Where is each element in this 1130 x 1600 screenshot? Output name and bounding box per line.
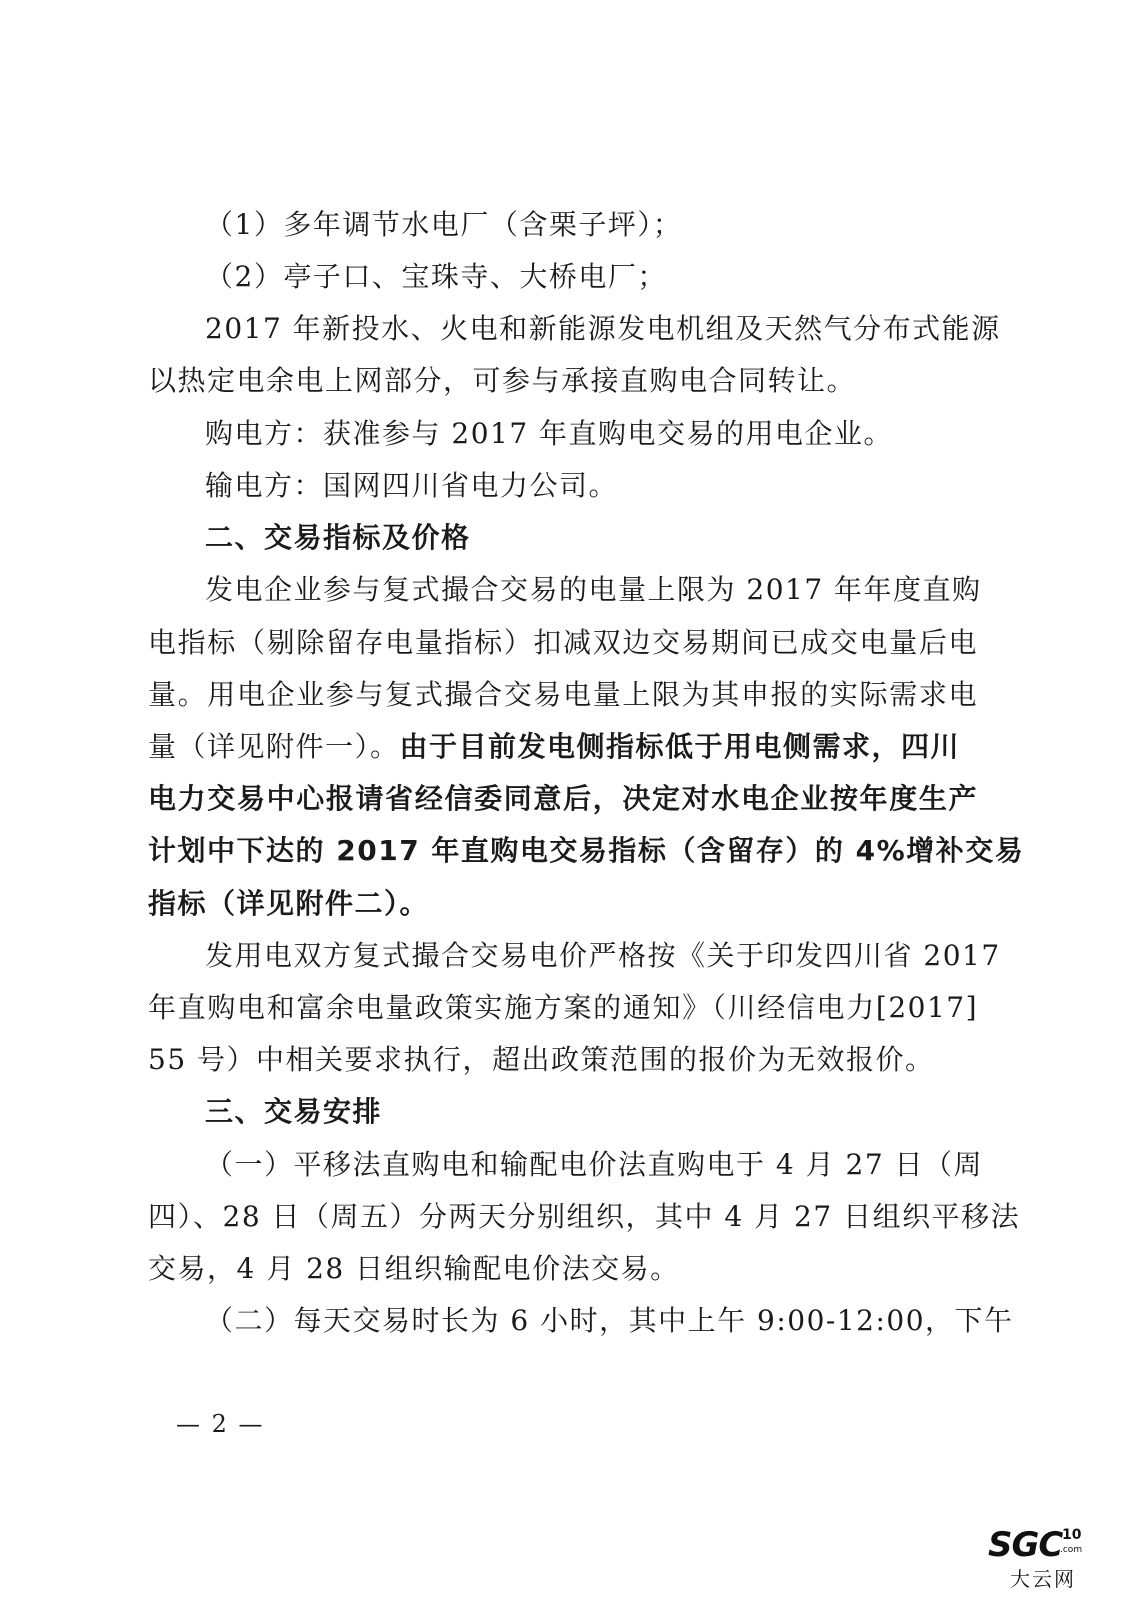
- paragraph-line: 发电企业参与复式撮合交易的电量上限为 2017 年年度直购: [205, 573, 982, 606]
- watermark-number: 10: [1062, 1527, 1082, 1543]
- paragraph-line: 电指标（剔除留存电量指标）扣减双边交易期间已成交电量后电: [148, 626, 978, 659]
- paragraph-line: [148, 730, 960, 764]
- buyer-line: 购电方：获准参与 2017 年直购电交易的用电企业。: [205, 417, 894, 450]
- paragraph-line: （二）每天交易时长为 6 小时，其中上午 9:00-12:00，下午: [205, 1304, 1014, 1337]
- paragraph-line: 年直购电和富余电量政策实施方案的通知》（川经信电力[2017]: [148, 991, 978, 1024]
- paragraph-line: 量。用电企业参与复式撮合交易电量上限为其申报的实际需求电: [148, 678, 978, 711]
- watermark-name: 大云网: [1010, 1567, 1076, 1591]
- watermark-sgc-text: SGC: [988, 1525, 1063, 1565]
- bold-paragraph-line: 计划中下达的 2017 年直购电交易指标（含留存）的 4%增补交易: [148, 834, 1025, 867]
- section-heading-3: 三、交易安排: [205, 1095, 383, 1128]
- paragraph-line: 2017 年新投水、火电和新能源发电机组及天然气分布式能源: [205, 312, 1001, 345]
- watermark-domain: .com: [1060, 1545, 1083, 1555]
- watermark-logo: [988, 1525, 1098, 1591]
- list-item-1: （1）多年调节水电厂（含栗子坪）；: [205, 208, 683, 241]
- bold-paragraph-line: 指标（详见附件二）。: [148, 887, 430, 920]
- bold-paragraph-line: 电力交易中心报请省经信委同意后，决定对水电企业按年度生产: [148, 782, 978, 815]
- section-heading-2: 二、交易指标及价格: [205, 521, 471, 554]
- list-item-2: （2）亭子口、宝珠寺、大桥电厂；: [205, 260, 667, 293]
- page-number: — 2 —: [176, 1410, 265, 1438]
- paragraph-line: 以热定电余电上网部分，可参与承接直购电合同转让。: [148, 364, 857, 397]
- paragraph-line: 交易，4 月 28 日组织输配电价法交易。: [148, 1252, 680, 1285]
- paragraph-line: 四）、28 日（周五）分两天分别组织，其中 4 月 27 日组织平移法: [148, 1200, 1021, 1233]
- paragraph-line: 55 号）中相关要求执行，超出政策范围的报价为无效报价。: [148, 1043, 935, 1076]
- paragraph-text: 量（详见附件一）。: [148, 730, 400, 763]
- bold-paragraph-text: 由于目前发电侧指标低于用电侧需求，四川: [399, 730, 961, 763]
- transmitter-line: 输电方：国网四川省电力公司。: [205, 469, 619, 502]
- paragraph-line: 发用电双方复式撮合交易电价严格按《关于印发四川省 2017: [205, 939, 1001, 972]
- paragraph-line: （一）平移法直购电和输配电价法直购电于 4 月 27 日（周: [205, 1148, 984, 1181]
